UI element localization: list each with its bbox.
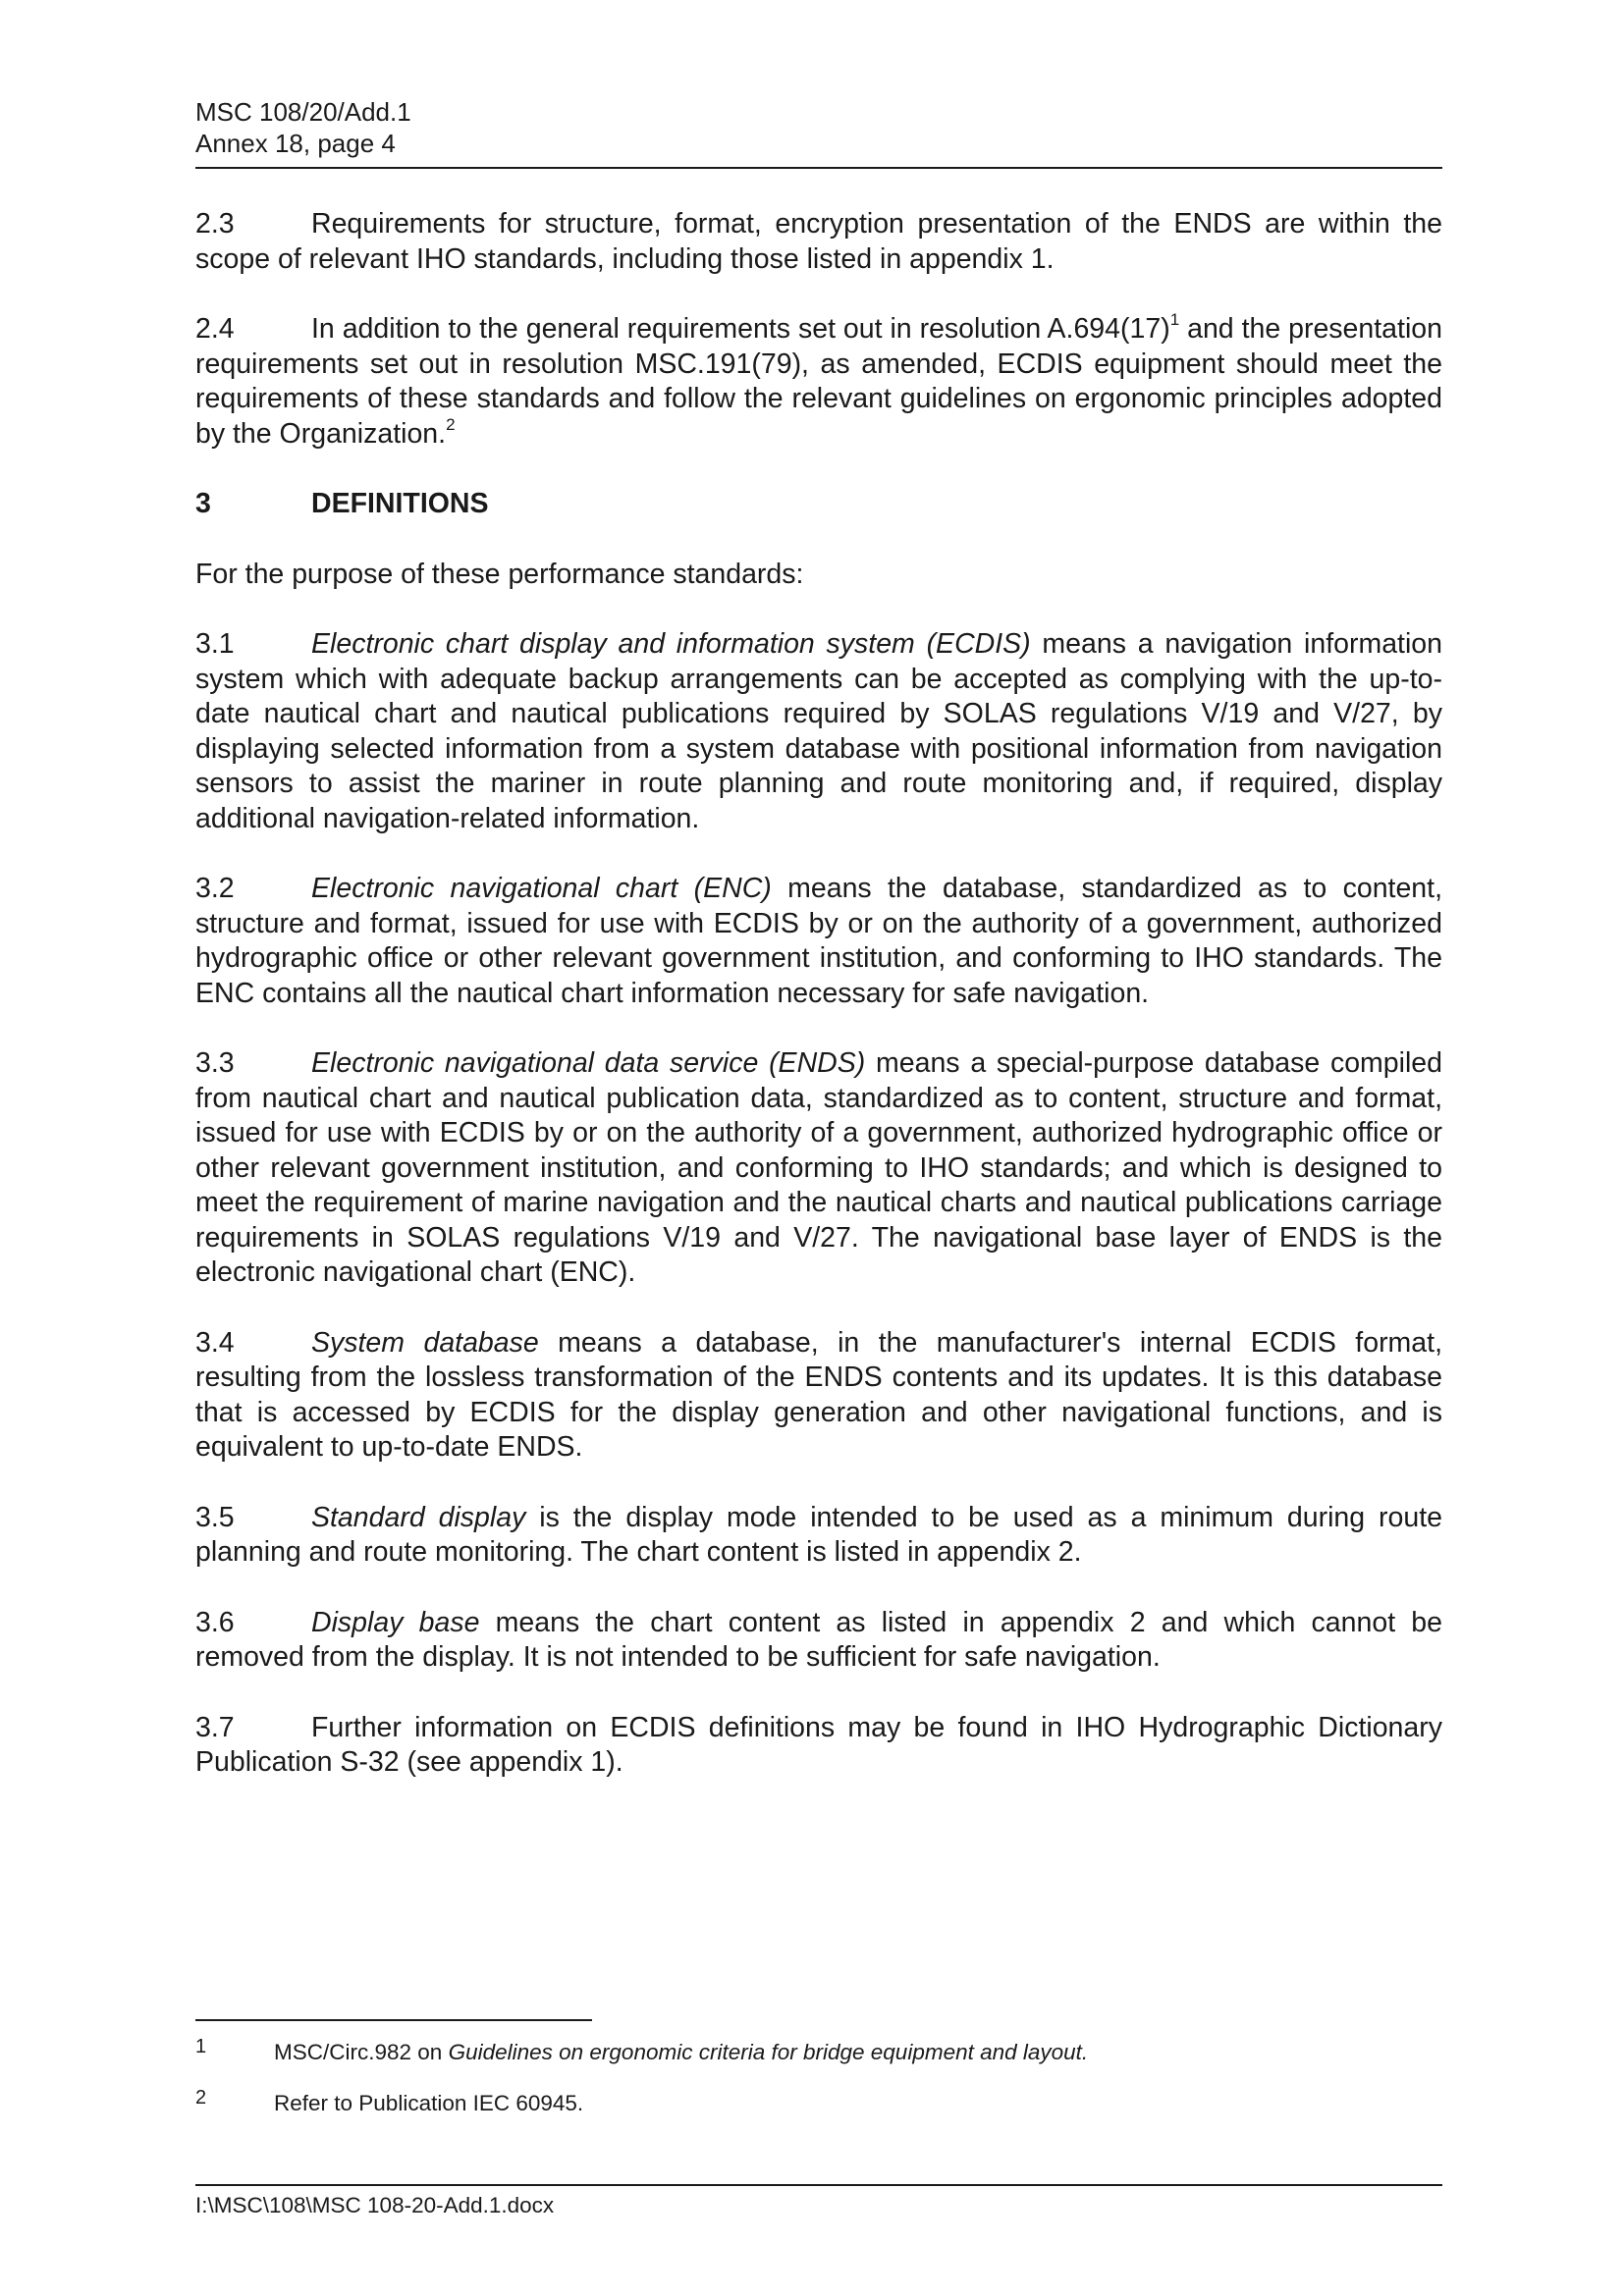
paragraph-text: Further information on ECDIS definitions may be found in IHO Hydrographic Dictionary Publication S-32 (see appendix 1). (195, 1711, 1442, 1778)
paragraph-number: 3.5 (195, 1501, 235, 1533)
section-title: DEFINITIONS (311, 488, 489, 519)
paragraph-number: 3.1 (195, 628, 235, 660)
header-document-number: MSC 108/20/Add.1 (195, 97, 411, 127)
paragraph-text: means the chart content as listed in appendix 2 and which cannot be removed from the display. It is not intended to be sufficient for safe navigation. (195, 1606, 1443, 1673)
paragraph-text: means a database, in the manufacturer's internal ECDIS format, resulting from the lossless transformation of the ENDS contents and its updates. It is this database that is accessed by ECDIS for the display generation and other navigational functions, and is equivalent to up-to-date ENDS. (195, 1326, 1442, 1463)
paragraph-text: means the database, standardized as to content, structure and format, issued for use with ECDIS by or on the authority of a government, authorized hydrographic office or other relevant government institution, and conforming to IHO standards. The ENC contains all the nautical chart information necessary for safe navigation. (195, 873, 1442, 1009)
footnote-ref-2[interactable]: 2 (446, 414, 456, 434)
defined-term: System database (311, 1326, 539, 1359)
defined-term: Electronic navigational data service (ENDS) (311, 1047, 866, 1079)
paragraph-number: 3.6 (195, 1606, 235, 1638)
footer-file-path: I:\MSC\108\MSC 108-20-Add.1.docx (195, 2193, 555, 2217)
paragraph-text: is the display mode intended to be used as a minimum during route planning and route monitoring. The chart content is listed in appendix 2. (195, 1501, 1442, 1568)
paragraph-number: 3.7 (195, 1711, 235, 1743)
paragraph-3-6 (195, 1606, 1442, 1676)
footnote-text-italic: Guidelines on ergonomic criteria for bridge equipment and layout. (448, 2040, 1089, 2064)
footnote-ref-1[interactable]: 1 (1169, 310, 1180, 329)
paragraph-number: 2.3 (195, 208, 235, 240)
paragraph-number: 3.3 (195, 1047, 235, 1079)
paragraph-2-3 (195, 207, 1442, 277)
document-body (195, 207, 1442, 1816)
footnote-text-plain: MSC/Circ.982 on (274, 2040, 449, 2064)
paragraph-3-5 (195, 1501, 1442, 1571)
paragraph-number: 3.2 (195, 873, 235, 904)
paragraph-number: 3.4 (195, 1326, 235, 1359)
paragraph-3-4 (195, 1326, 1442, 1466)
paragraph-2-4 (195, 312, 1442, 452)
intro-paragraph: For the purpose of these performance standards: (195, 558, 804, 590)
footnote-number: 1 (195, 2036, 207, 2057)
paragraph-text: means a navigation information system which with adequate backup arrangements can be accepted as complying with the up-to-date nautical chart and nautical publications required by SOLAS regulations V/19 and V/27, by displaying selected information from a system database with positional information from navigation sensors to assist the mariner in route planning and route monitoring and, if required, display additional navigation-related information. (195, 628, 1443, 834)
paragraph-3-7 (195, 1711, 1442, 1781)
paragraph-number: 2.4 (195, 313, 235, 345)
footnote-text (274, 2039, 1088, 2066)
footnote-text: Refer to Publication IEC 60945. (274, 2091, 584, 2115)
paragraph-3-3 (195, 1046, 1442, 1291)
document-page (195, 0, 1442, 2296)
defined-term: Electronic chart display and information system (ECDIS) (311, 628, 1031, 660)
page-header (195, 96, 1442, 159)
paragraph-3-2 (195, 872, 1442, 1011)
paragraph-text-continued: and the presentation requirements set out in resolution MSC.191(79), as amended, ECDIS equipment should meet the requirements of these standards and follow the relevant guidelines on ergonomic principles adopted by the Organization. (195, 313, 1442, 450)
paragraph-text: Requirements for structure, format, encryption presentation of the ENDS are within the scope of relevant IHO standards, including those listed in appendix 1. (195, 208, 1442, 275)
paragraph-3-1 (195, 627, 1442, 836)
defined-term: Standard display (311, 1501, 526, 1533)
defined-term: Electronic navigational chart (ENC) (311, 873, 772, 904)
footer-divider (195, 2184, 1442, 2186)
footnote-number: 2 (195, 2087, 207, 2109)
footnote-separator (195, 2019, 592, 2021)
paragraph-text: means a special-purpose database compiled from nautical chart and nautical publication data, standardized as to content, structure and format, issued for use with ECDIS by or on the authority of a government, authorized hydrographic office or other relevant government institution, and conforming to IHO standards; and which is designed to meet the requirement of marine navigation and the nautical charts and nautical publications carriage requirements in SOLAS regulations V/19 and V/27. The navigational base layer of ENDS is the electronic navigational chart (ENC). (195, 1047, 1442, 1288)
header-annex-page: Annex 18, page 4 (195, 129, 396, 158)
section-number: 3 (195, 488, 211, 519)
paragraph-text: In addition to the general requirements set out in resolution A.694(17) (311, 313, 1170, 345)
header-divider (195, 167, 1442, 169)
section-heading-definitions (195, 487, 1442, 522)
defined-term: Display base (311, 1606, 480, 1638)
